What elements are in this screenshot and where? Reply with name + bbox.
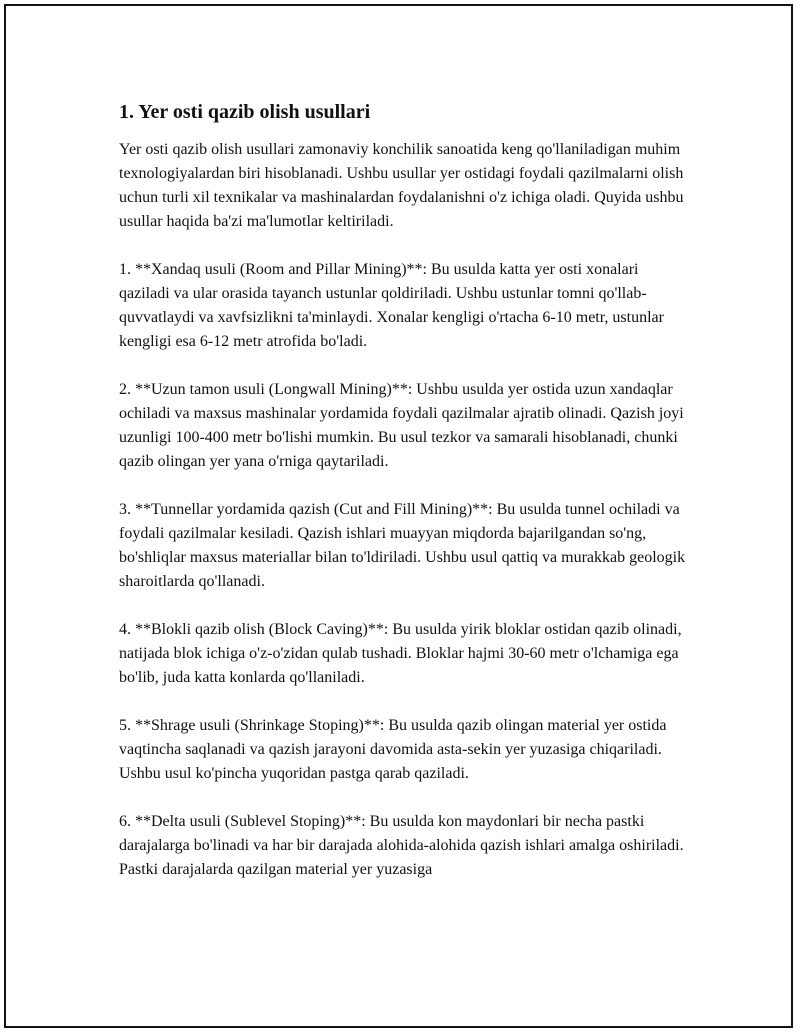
intro-paragraph: Yer osti qazib olish usullari zamonaviy konchilik sanoatida keng qo'llaniladigan muhim texnologiyalardan biri hisoblanadi. Ushbu usullar yer ostidagi foydali qazilmalarni olish uchun turli xil texnikalar va mashinalardan foydalanishni o'z ichiga oladi. Quyida ushbu usullar haqida ba'zi ma'lumotlar keltiriladi. — [119, 141, 684, 230]
method-paragraph-shrinkage-stoping: 5. **Shrage usuli (Shrinkage Stoping)**: Bu usulda qazib olingan material yer ostida vaqtincha saqlanadi va qazish jarayoni davomida asta-sekin yer yuzasiga chiqariladi. Ushbu usul ko'pincha yuqoridan pastga qarab qaziladi. — [119, 717, 667, 782]
document-body — [119, 100, 691, 882]
method-paragraph-longwall: 2. **Uzun tamon usuli (Longwall Mining)**: Ushbu usulda yer ostida uzun xandaqlar ochiladi va maxsus mashinalar yordamida foydali qazilmalar ajratib olinadi. Qazish joyi uzunligi 100-400 metr bo'lishi mumkin. Bu usul tezkor va samarali hisoblanadi, chunki qazib olingan yer yana o'rniga qaytariladi. — [119, 381, 684, 470]
method-paragraph-block-caving: 4. **Blokli qazib olish (Block Caving)**: Bu usulda yirik bloklar ostidan qazib olinadi, natijada blok ichiga o'z-o'zidan qulab tushadi. Bloklar hajmi 30-60 metr o'lchamiga ega bo'lib, juda katta konlarda qo'llaniladi. — [119, 621, 682, 686]
method-paragraph-sublevel-stoping: 6. **Delta usuli (Sublevel Stoping)**: Bu usulda kon maydonlari bir necha pastki darajalarga bo'linadi va har bir darajada alohida-alohida qazish ishlari amalga oshiriladi. Pastki darajalarda qazilgan material yer yuzasiga — [119, 813, 684, 878]
method-paragraph-cut-and-fill: 3. **Tunnellar yordamida qazish (Cut and Fill Mining)**: Bu usulda tunnel ochiladi va foydali qazilmalar kesiladi. Qazish ishlari muayyan miqdorda bajarilgandan so'ng, bo'shliqlar maxsus materiallar bilan to'ldiriladi. Ushbu usul qattiq va murakkab geologik sharoitlarda qo'llanadi. — [119, 501, 686, 590]
method-paragraph-room-and-pillar: 1. **Xandaq usuli (Room and Pillar Mining)**: Bu usulda katta yer osti xonalari qaziladi va ular orasida tayanch ustunlar qoldiriladi. Ushbu ustunlar tomni qo'llab-quvvatlaydi va xavfsizlikni ta'minlaydi. Xonalar kengligi o'rtacha 6-10 metr, ustunlar kengligi esa 6-12 metr atrofida bo'ladi. — [119, 261, 664, 350]
document-heading: 1. Yer osti qazib olish usullari — [119, 101, 371, 123]
page-frame — [4, 4, 793, 1028]
